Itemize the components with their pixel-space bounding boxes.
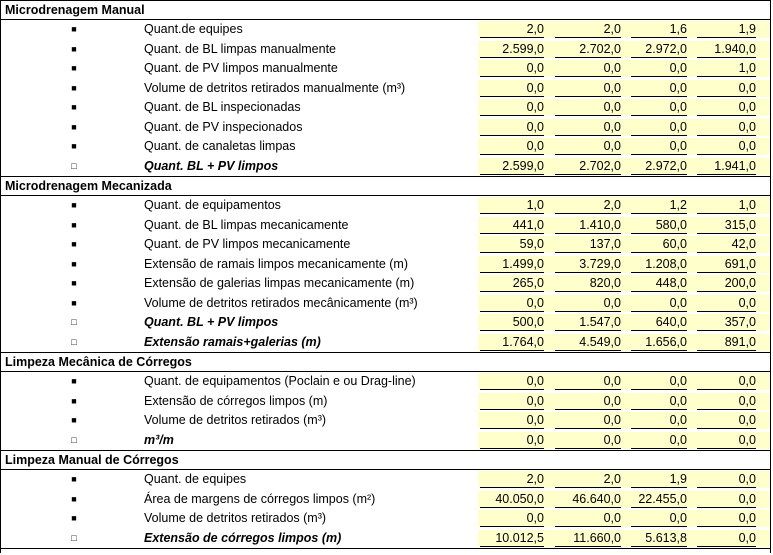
- value-cell[interactable]: 0,0: [697, 412, 756, 429]
- value-cell[interactable]: 0,0: [631, 119, 687, 136]
- value-cell[interactable]: 0,0: [631, 510, 687, 527]
- table-row: [1, 98, 770, 118]
- value-cell[interactable]: 0,0: [697, 99, 756, 116]
- value-cell[interactable]: 0,0: [697, 432, 756, 449]
- value-cell[interactable]: 891,0: [697, 334, 756, 351]
- value-cell[interactable]: 1,0: [480, 197, 544, 214]
- row-label[interactable]: Quant. de BL limpas mecanicamente: [144, 217, 349, 232]
- value-cell[interactable]: 0,0: [631, 373, 687, 390]
- value-cell[interactable]: 441,0: [480, 217, 544, 234]
- value-cell[interactable]: 0,0: [697, 510, 756, 527]
- row-label[interactable]: Volume de detritos retirados (m³): [144, 413, 327, 427]
- table-row: [1, 196, 770, 216]
- value-cells: [478, 393, 770, 410]
- hollow-square-bullet-icon: □: [71, 434, 77, 445]
- value-cell[interactable]: 0,0: [555, 412, 621, 429]
- row-label[interactable]: Quant. de PV limpos manualmente: [144, 61, 338, 75]
- filled-square-bullet-icon: ■: [71, 395, 77, 406]
- value-cell[interactable]: 0,0: [555, 99, 621, 116]
- value-cell[interactable]: 1.940,0: [697, 41, 756, 58]
- filled-square-bullet-icon: ■: [71, 513, 77, 523]
- value-cell[interactable]: 22.455,0: [631, 491, 687, 508]
- table-row: [1, 509, 770, 529]
- sheet-bottom-strip: [1, 549, 770, 553]
- filled-square-bullet-icon: ■: [71, 258, 77, 269]
- row-label[interactable]: Extensão de ramais limpos mecanicamente (m): [144, 256, 408, 271]
- value-cells: [478, 158, 770, 175]
- value-cell[interactable]: 2,0: [555, 21, 621, 38]
- value-cell[interactable]: 0,0: [555, 119, 621, 136]
- value-cell[interactable]: 2.702,0: [555, 158, 621, 175]
- row-label[interactable]: Extensão de córregos limpos (m): [144, 393, 328, 408]
- row-label[interactable]: Quant. de BL inspecionadas: [144, 100, 301, 114]
- row-label[interactable]: Extensão de córregos limpos (m): [144, 530, 342, 545]
- table-row: [1, 313, 770, 333]
- value-cell[interactable]: 1.656,0: [631, 334, 687, 351]
- value-cell[interactable]: 0,0: [631, 80, 687, 97]
- value-cell[interactable]: 137,0: [555, 236, 621, 253]
- table-row: [1, 255, 770, 275]
- value-cell[interactable]: 1.547,0: [555, 314, 621, 331]
- value-cell[interactable]: 1,9: [631, 471, 687, 488]
- value-cell[interactable]: 0,0: [631, 412, 687, 429]
- section-limpeza-mecanica-corregos: [1, 353, 770, 451]
- value-cell[interactable]: 11.660,0: [555, 530, 621, 547]
- value-cells: [478, 510, 770, 527]
- section-microdrenagem-manual: [1, 1, 770, 177]
- value-cells: [478, 197, 770, 214]
- value-cell[interactable]: 4.549,0: [555, 334, 621, 351]
- value-cell[interactable]: 1,0: [697, 60, 756, 77]
- value-cell[interactable]: 60,0: [631, 236, 687, 253]
- value-cell[interactable]: 0,0: [480, 295, 544, 312]
- value-cell[interactable]: 10.012,5: [480, 530, 544, 547]
- value-cells: [478, 432, 770, 449]
- filled-square-bullet-icon: ■: [71, 121, 77, 132]
- value-cell[interactable]: 0,0: [480, 393, 544, 410]
- section-title[interactable]: Microdrenagem Mecanizada: [1, 177, 770, 196]
- table-row: [1, 274, 770, 294]
- section-title[interactable]: Limpeza Manual de Córregos: [1, 451, 770, 470]
- value-cell[interactable]: 0,0: [697, 119, 756, 136]
- filled-square-bullet-icon: ■: [71, 239, 77, 249]
- value-cell[interactable]: 1,2: [631, 197, 687, 214]
- filled-square-bullet-icon: ■: [71, 141, 77, 151]
- filled-square-bullet-icon: ■: [71, 474, 77, 484]
- table-row: [1, 372, 770, 392]
- value-cell[interactable]: 0,0: [480, 99, 544, 116]
- value-cells: [478, 314, 770, 331]
- hollow-square-bullet-icon: □: [71, 336, 77, 347]
- filled-square-bullet-icon: ■: [71, 82, 77, 93]
- value-cell[interactable]: 0,0: [697, 138, 756, 155]
- value-cell[interactable]: 59,0: [480, 236, 544, 253]
- value-cells: [478, 138, 770, 155]
- row-label[interactable]: Extensão ramais+galerias (m): [144, 334, 321, 349]
- value-cell[interactable]: 0,0: [555, 295, 621, 312]
- section-microdrenagem-mecanizada: [1, 177, 770, 353]
- row-label[interactable]: Quant. BL + PV limpos: [144, 315, 279, 329]
- value-cell[interactable]: 1.410,0: [555, 217, 621, 234]
- value-cell[interactable]: 640,0: [631, 314, 687, 331]
- value-cells: [478, 99, 770, 116]
- value-cell[interactable]: 2,0: [555, 197, 621, 214]
- value-cells: [478, 236, 770, 253]
- section-title[interactable]: Microdrenagem Manual: [1, 1, 770, 20]
- value-cells: [478, 217, 770, 234]
- filled-square-bullet-icon: ■: [71, 219, 77, 230]
- table-row: [1, 40, 770, 60]
- value-cell[interactable]: 2.599,0: [480, 158, 544, 175]
- filled-square-bullet-icon: ■: [71, 415, 77, 425]
- value-cell[interactable]: 1.208,0: [631, 256, 687, 273]
- row-label[interactable]: Extensão de galerias limpas mecanicamente (m): [144, 276, 415, 290]
- value-cells: [478, 334, 770, 351]
- value-cell[interactable]: 2,0: [555, 471, 621, 488]
- value-cell[interactable]: 0,0: [697, 530, 756, 547]
- row-label[interactable]: Volume de detritos retirados (m³): [144, 511, 327, 525]
- row-label[interactable]: Quant. de equipamentos (Poclain e ou Drag-line): [144, 374, 416, 388]
- value-cells: [478, 119, 770, 136]
- value-cell[interactable]: 0,0: [697, 80, 756, 97]
- value-cells: [478, 373, 770, 390]
- value-cell[interactable]: 1.941,0: [697, 158, 756, 175]
- filled-square-bullet-icon: ■: [71, 43, 77, 54]
- value-cell[interactable]: 2,0: [480, 21, 544, 38]
- value-cells: [478, 275, 770, 292]
- row-label[interactable]: Quant. de PV limpos mecanicamente: [144, 237, 351, 251]
- table-row: [1, 392, 770, 412]
- value-cell[interactable]: 0,0: [480, 138, 544, 155]
- value-cell[interactable]: 0,0: [480, 80, 544, 97]
- table-row: [1, 79, 770, 99]
- value-cell[interactable]: 1.764,0: [480, 334, 544, 351]
- value-cells: [478, 491, 770, 508]
- value-cell[interactable]: 0,0: [631, 295, 687, 312]
- value-cell[interactable]: 0,0: [555, 393, 621, 410]
- value-cell[interactable]: 0,0: [480, 412, 544, 429]
- value-cell[interactable]: 0,0: [697, 373, 756, 390]
- row-label[interactable]: Quant. de canaletas limpas: [144, 139, 296, 153]
- table-row: [1, 470, 770, 490]
- value-cell[interactable]: 2.972,0: [631, 158, 687, 175]
- value-cell[interactable]: 1,6: [631, 21, 687, 38]
- value-cell[interactable]: 0,0: [555, 510, 621, 527]
- filled-square-bullet-icon: ■: [71, 278, 77, 288]
- value-cell[interactable]: 0,0: [697, 393, 756, 410]
- filled-square-bullet-icon: ■: [71, 200, 77, 210]
- value-cells: [478, 530, 770, 547]
- row-label[interactable]: Quant. de BL limpas manualmente: [144, 41, 337, 56]
- value-cells: [478, 80, 770, 97]
- value-cell[interactable]: 2,0: [480, 471, 544, 488]
- value-cell[interactable]: 0,0: [631, 60, 687, 77]
- value-cell[interactable]: 691,0: [697, 256, 756, 273]
- row-label[interactable]: Quant. de PV inspecionados: [144, 119, 303, 134]
- row-label[interactable]: m³/m: [144, 432, 174, 447]
- value-cell[interactable]: 0,0: [555, 80, 621, 97]
- value-cell[interactable]: 0,0: [555, 60, 621, 77]
- value-cells: [478, 412, 770, 429]
- value-cell[interactable]: 0,0: [480, 510, 544, 527]
- hollow-square-bullet-icon: □: [71, 317, 77, 327]
- value-cells: [478, 295, 770, 312]
- value-cell[interactable]: 0,0: [480, 373, 544, 390]
- filled-square-bullet-icon: ■: [71, 297, 77, 308]
- table-row: [1, 59, 770, 79]
- value-cell[interactable]: 0,0: [631, 432, 687, 449]
- row-label[interactable]: Quant. BL + PV limpos: [144, 158, 279, 173]
- table-row: [1, 216, 770, 236]
- table-row: [1, 490, 770, 510]
- value-cell[interactable]: 315,0: [697, 217, 756, 234]
- value-cell[interactable]: 1,0: [697, 197, 756, 214]
- table-row: [1, 294, 770, 314]
- value-cells: [478, 21, 770, 38]
- value-cells: [478, 60, 770, 77]
- value-cell[interactable]: 0,0: [555, 138, 621, 155]
- value-cell[interactable]: 2.599,0: [480, 41, 544, 58]
- value-cell[interactable]: 0,0: [697, 471, 756, 488]
- value-cell[interactable]: 0,0: [631, 99, 687, 116]
- value-cell[interactable]: 448,0: [631, 275, 687, 292]
- row-label[interactable]: Quant. de equipes: [144, 472, 247, 486]
- value-cell[interactable]: 0,0: [697, 295, 756, 312]
- filled-square-bullet-icon: ■: [71, 376, 77, 386]
- value-cell[interactable]: 0,0: [480, 119, 544, 136]
- value-cell[interactable]: 1.499,0: [480, 256, 544, 273]
- row-label[interactable]: Quant.de equipes: [144, 22, 243, 36]
- value-cell[interactable]: 46.640,0: [555, 491, 621, 508]
- value-cell[interactable]: 0,0: [555, 373, 621, 390]
- value-cell[interactable]: 0,0: [631, 138, 687, 155]
- table-row: [1, 235, 770, 255]
- table-row: [1, 118, 770, 138]
- table-row: [1, 529, 770, 549]
- filled-square-bullet-icon: ■: [71, 102, 77, 112]
- value-cell[interactable]: 2.702,0: [555, 41, 621, 58]
- row-label[interactable]: Volume de detritos retirados manualmente (m³): [144, 80, 406, 95]
- row-label[interactable]: Área de margens de córregos limpos (m²): [144, 491, 376, 506]
- section-title[interactable]: Limpeza Mecânica de Córregos: [1, 353, 770, 372]
- value-cell[interactable]: 265,0: [480, 275, 544, 292]
- value-cell[interactable]: 357,0: [697, 314, 756, 331]
- row-label[interactable]: Quant. de equipamentos: [144, 198, 281, 212]
- value-cell[interactable]: 0,0: [480, 432, 544, 449]
- value-cell[interactable]: 500,0: [480, 314, 544, 331]
- value-cell[interactable]: 0,0: [631, 393, 687, 410]
- value-cell[interactable]: 820,0: [555, 275, 621, 292]
- value-cell[interactable]: 2.972,0: [631, 41, 687, 58]
- value-cells: [478, 471, 770, 488]
- table-row: [1, 411, 770, 431]
- value-cell[interactable]: 40.050,0: [480, 491, 544, 508]
- row-label[interactable]: Volume de detritos retirados mecânicamente (m³): [144, 295, 418, 310]
- table-row: [1, 157, 770, 177]
- value-cell[interactable]: 5.613,8: [631, 530, 687, 547]
- value-cell[interactable]: 42,0: [697, 236, 756, 253]
- table-row: [1, 333, 770, 353]
- hollow-square-bullet-icon: □: [71, 160, 77, 171]
- filled-square-bullet-icon: ■: [71, 493, 77, 504]
- table-row: [1, 20, 770, 40]
- table-row: [1, 431, 770, 451]
- value-cell[interactable]: 200,0: [697, 275, 756, 292]
- value-cell[interactable]: 1,9: [697, 21, 756, 38]
- value-cell[interactable]: 580,0: [631, 217, 687, 234]
- hollow-square-bullet-icon: □: [71, 532, 77, 543]
- filled-square-bullet-icon: ■: [71, 24, 77, 34]
- table-row: [1, 137, 770, 157]
- filled-square-bullet-icon: ■: [71, 63, 77, 73]
- value-cells: [478, 41, 770, 58]
- section-limpeza-manual-corregos: [1, 451, 770, 549]
- value-cells: [478, 256, 770, 273]
- value-cell[interactable]: 0,0: [480, 60, 544, 77]
- value-cell[interactable]: 0,0: [697, 491, 756, 508]
- value-cell[interactable]: 0,0: [555, 432, 621, 449]
- value-cell[interactable]: 3.729,0: [555, 256, 621, 273]
